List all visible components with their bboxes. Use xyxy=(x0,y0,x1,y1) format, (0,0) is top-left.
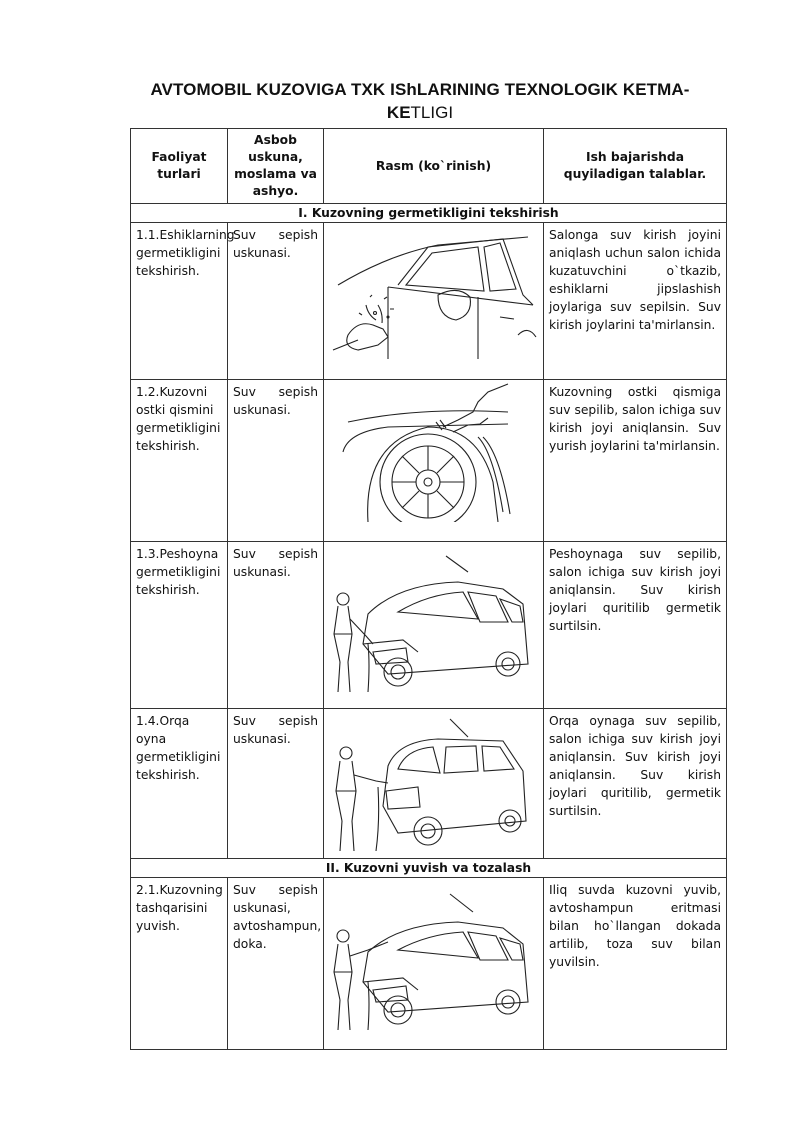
requirement-cell: Orqa oynaga suv sepilib, salon ichiga suv kirish joyi aniqlansin. Suv kirish joyi aniqlansin. Suv kirish joylari quritilib, germetik surtilsin. xyxy=(544,709,727,859)
section-title: II. Kuzovni yuvish va tozalash xyxy=(131,859,727,878)
section-title: I. Kuzovning germetikligini tekshirish xyxy=(131,204,727,223)
wheel-arch-washing-illustration xyxy=(324,380,544,542)
tool-cell: Suv sepish uskunasi. xyxy=(228,380,324,542)
car-body-washing-illustration xyxy=(324,878,544,1050)
windshield-washing-illustration xyxy=(324,542,544,709)
section-header-row xyxy=(131,859,727,878)
table-row xyxy=(131,878,727,1050)
requirement-cell: Iliq suvda kuzovni yuvib, avtoshampun eritmasi bilan ho`llangan dokada artilib, toza suv bilan yuvilsin. xyxy=(544,878,727,1050)
tool-cell: Suv sepish uskunasi. xyxy=(228,709,324,859)
table-row xyxy=(131,542,727,709)
header-activity: Faoliyat turlari xyxy=(131,129,228,204)
table-row xyxy=(131,709,727,859)
document-title xyxy=(120,80,720,123)
requirement-cell: Kuzovning ostki qismiga suv sepilib, salon ichiga suv kirish joyi aniqlansin. Suv yurish joylarini ta'mirlansin. xyxy=(544,380,727,542)
requirement-cell: Salonga suv kirish joyini aniqlash uchun salon ichida kuzatuvchini o`tkazib, eshiklarni jipslashish joylariga suv sepilsin. Suv kirish joylarini ta'mirlansin. xyxy=(544,223,727,380)
tool-cell: Suv sepish uskunasi, avtoshampun, doka. xyxy=(228,878,324,1050)
activity-cell: 2.1.Kuzovning tashqarisini yuvish. xyxy=(131,878,228,1050)
requirement-cell: Peshoynaga suv sepilib, salon ichiga suv kirish joyi aniqlansin. Suv kirish joylari quritilib germetik surtilsin. xyxy=(544,542,727,709)
header-tools: Asbob uskuna, moslama va ashyo. xyxy=(228,129,324,204)
process-table xyxy=(130,128,727,1050)
title-line-2-bold: KE xyxy=(386,103,411,122)
tool-cell: Suv sepish uskunasi. xyxy=(228,542,324,709)
title-line-1: AVTOMOBIL KUZOVIGA TXK IShLARINING TEXNOLOGIK KETMA- xyxy=(150,80,690,99)
activity-cell: 1.4.Orqa oyna germetikligini tekshirish. xyxy=(131,709,228,859)
table-row xyxy=(131,380,727,542)
header-image: Rasm (ko`rinish) xyxy=(324,129,544,204)
header-requirements: Ish bajarishda quyiladigan talablar. xyxy=(544,129,727,204)
tool-cell: Suv sepish uskunasi. xyxy=(228,223,324,380)
table-row xyxy=(131,223,727,380)
activity-cell: 1.3.Peshoyna germetikligini tekshirish. xyxy=(131,542,228,709)
title-line-2-rest: TLIGI xyxy=(410,103,454,122)
rear-window-washing-illustration xyxy=(324,709,544,859)
activity-cell: 1.2.Kuzovni ostki qismini germetikligini tekshirish. xyxy=(131,380,228,542)
title-line-2 xyxy=(120,103,720,123)
table-header-row xyxy=(131,129,727,204)
activity-cell: 1.1.Eshiklarning germetikligini tekshirish. xyxy=(131,223,228,380)
section-header-row xyxy=(131,204,727,223)
door-washing-illustration xyxy=(324,223,544,380)
